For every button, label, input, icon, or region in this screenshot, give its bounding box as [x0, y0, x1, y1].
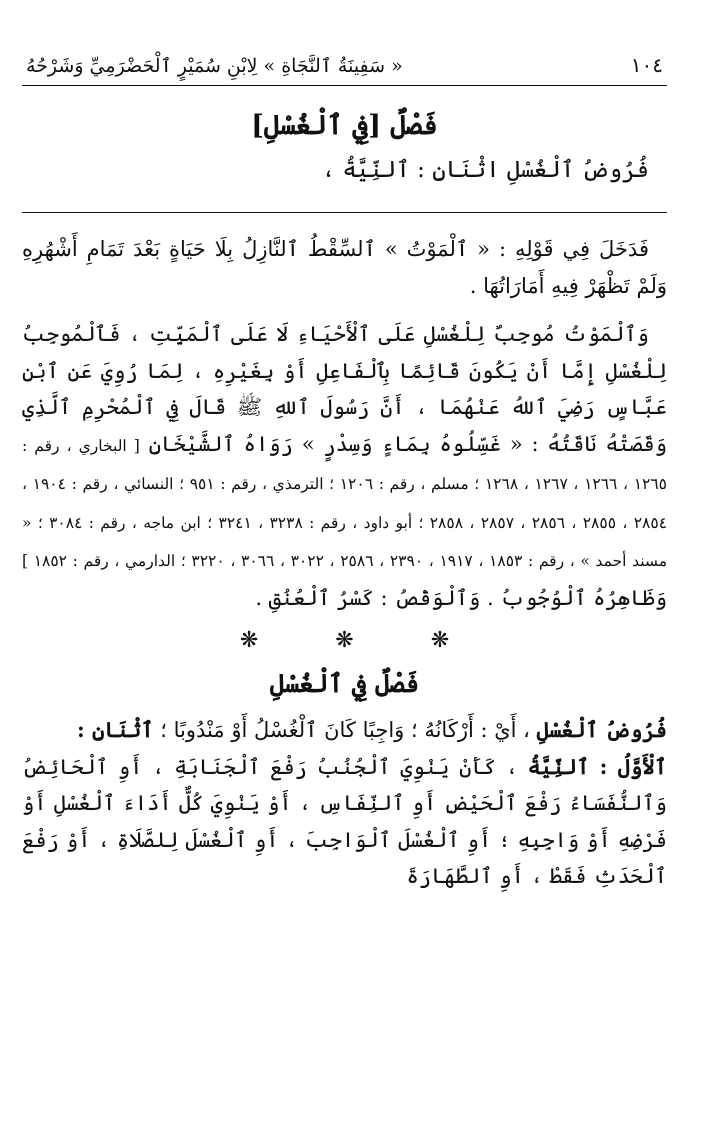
bold-term: فُرُوضُ ٱلْغُسْلِ: [536, 717, 667, 742]
commentary-section: [22, 231, 667, 616]
running-title: « سَفِينَةُ ٱلنَّجَاةِ » لِابْنِ سُمَيْرٍ ٱلْحَضْرَمِيِّ وَشَرْحُهُ: [26, 55, 403, 77]
running-header: [22, 52, 667, 86]
matn-text: فُرُوضُ ٱلْغُسْلِ اثْنَانِ : ٱلنِّيَّةُ ،: [321, 157, 649, 183]
paragraph-text: ، أَيْ : أَرْكَانُهُ ؛ وَاجِبًا كَانَ ٱلْغُسْلُ أَوْ مَنْدُوبًا ؛: [160, 718, 530, 742]
commentary-tail: وَظَاهِرُهُ ٱلْوُجُوبُ . وَٱلْوَقْصُ : كَسْرُ ٱلْعُنُقِ .: [255, 585, 667, 610]
paragraph-text-2: ، كَأَنْ يَنْوِيَ ٱلْجُنُبُ رَفْعَ ٱلْجَنَابَةِ ، أَوِ ٱلْحَائِضُ وَٱلنُّفَسَاءُ رَفْعَ ٱلْحَيْضِ أَوِ ٱلنِّفَاسِ ، أَوْ يَنْوِيَ كُلٌّ أَدَاءَ ٱلْغُسْلِ أَوْ فَرْضِهِ أَوْ وَاجِبِهِ ؛ أَوِ ٱلْغُسْلَ ٱلْوَاجِبَ ، أَوِ ٱلْغُسْلَ لِلصَّلَاةِ ، أَوْ رَفْعَ ٱلْحَدَثِ فَقَطْ ، أَوِ ٱلطَّهَارَةَ: [22, 754, 667, 888]
matn-section: [22, 86, 667, 190]
section-paragraph-2: [22, 749, 667, 895]
commentary-paragraph-1: فَدَخَلَ فِي قَوْلِهِ : « ٱلْمَوْتُ » ٱلسِّقْطُ ٱلنَّازِلُ بِلَا حَيَاةٍ بَعْدَ تَمَامِ أَشْهُرِهِ وَلَمْ تَظْهَرْ فِيهِ أَمَارَاتُهَا .: [22, 237, 667, 298]
section-divider-stars: ❋ ❋ ❋: [239, 628, 450, 653]
bold-term-first: ٱلْأَوَّلُ : ٱلنِّيَّةُ: [527, 753, 667, 779]
page-number: ١٠٤: [630, 53, 663, 77]
chapter-heading: فَصْلٌ [فِي ٱلْغُسْلِ]: [251, 110, 438, 141]
commentary-paragraph-2: [22, 316, 667, 616]
section-body: [22, 712, 667, 895]
commentary-text: وَٱلْمَوْتُ مُوجِبٌ لِلْغُسْلِ عَلَى ٱلْأَحْيَاءِ لَا عَلَى ٱلْمَيِّتِ ، فَٱلْمُوجِبُ لِلْغُسْلِ إِمَّا أَنْ يَكُونَ قَائِمًا بِٱلْفَاعِلِ أَوْ بِغَيْرِهِ ، لِمَا رُوِيَ عَنِ ٱبْنِ عَبَّاسٍ رَضِيَ ٱللهُ عَنْهُمَا ، أَنَّ رَسُولَ ٱللهِ ﷺ قَالَ فِي ٱلْمُحْرِمِ ٱلَّذِي وَقَصَتْهُ نَاقَتُهُ : « غَسِّلُوهُ بِمَاءٍ وَسِدْرٍ » رَوَاهُ ٱلشَّيْخَانِ: [22, 322, 667, 456]
matn-separator-rule: [22, 212, 667, 213]
bold-term-2: ٱثْنَانِ :: [77, 717, 154, 742]
hadith-references: [ البخاري ، رقم : ١٢٦٥ ، ١٢٦٦ ، ١٢٦٧ ، ١٢٦٨ ؛ مسلم ، رقم : ١٢٠٦ ؛ الترمذي ، رقم : ٩٥١ ؛ النسائي ، رقم : ١٩٠٤ ، ٢٨٥٤ ، ٢٨٥٥ ، ٢٨٥٦ ، ٢٨٥٧ ، ٢٨٥٨ ؛ أبو داود ، رقم : ٣٢٣٨ ، ٣٢٤١ ؛ ابن ماجه ، رقم : ٣٠٨٤ ؛ « مسند أحمد » ، رقم : ١٨٥٣ ، ١٩١٧ ، ٢٣٩٠ ، ٢٥٨٦ ، ٣٠٢٢ ، ٣٠٦٦ ، ٣٢٢٠ ؛ الدارمي ، رقم : ١٨٥٢ ]: [22, 436, 668, 570]
section-paragraph-1: [22, 712, 667, 749]
section-heading: فَصْلٌ فِي ٱلْغُسْلِ: [269, 669, 420, 698]
